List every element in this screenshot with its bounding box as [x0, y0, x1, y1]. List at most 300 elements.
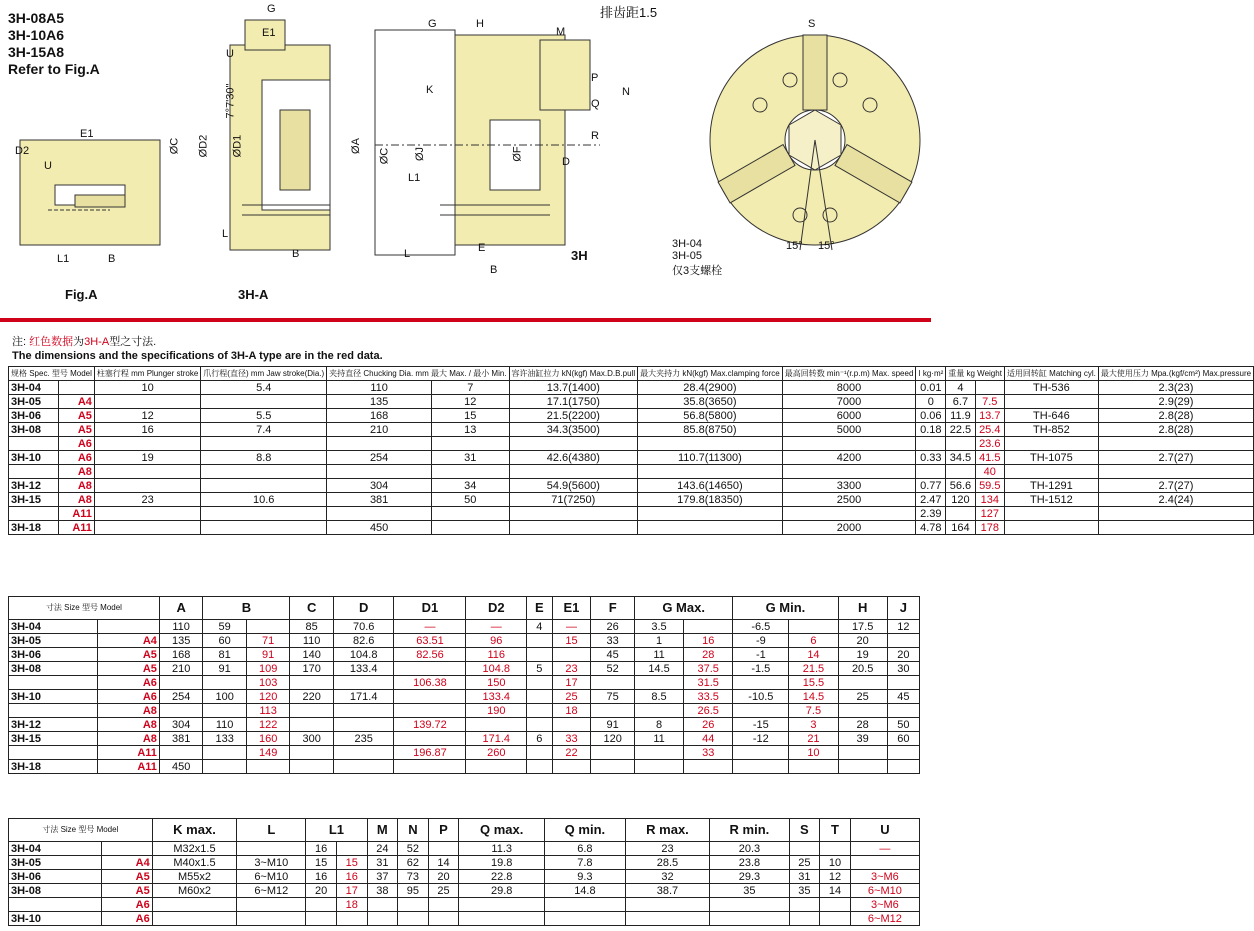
table-cell	[333, 760, 394, 774]
table-cell: 14.8	[545, 884, 626, 898]
table-cell: 14	[820, 884, 851, 898]
table-cell: 6	[527, 732, 552, 746]
model-cell: 3H-06	[9, 648, 98, 662]
table-cell: 22.8	[459, 870, 545, 884]
model-cell: 3H-08	[9, 884, 102, 898]
table-cell: 110	[327, 381, 432, 395]
header-cell: 最高回转数 min⁻¹(r.p.m) Max. speed	[782, 367, 916, 381]
table-cell	[887, 746, 919, 760]
table-cell: 20	[306, 884, 337, 898]
table-cell: A6	[102, 912, 153, 926]
table-cell: 7000	[782, 395, 916, 409]
table-cell: 73	[398, 870, 429, 884]
table-cell	[394, 760, 466, 774]
header-cell: E1	[552, 597, 591, 620]
table-cell	[946, 465, 975, 479]
header-cell: 爪行程(直径) mm Jaw stroke(Dia.)	[201, 367, 327, 381]
model-cell: 3H-06	[9, 870, 102, 884]
model-list-item: Refer to Fig.A	[8, 61, 100, 77]
table-cell: 10.6	[201, 493, 327, 507]
header-cell: 最大使用压力 Mpa.(kgf/cm²) Max.pressure	[1098, 367, 1253, 381]
front-view-drawing	[710, 35, 920, 250]
suffix-cell: A8	[59, 479, 94, 493]
table-cell	[94, 479, 200, 493]
table-cell: A6	[102, 898, 153, 912]
table-row	[9, 521, 1254, 535]
table-cell: A11	[97, 760, 159, 774]
table-cell: 31	[432, 451, 509, 465]
table-cell: 24	[367, 842, 398, 856]
table-cell	[201, 479, 327, 493]
table-cell: 150	[466, 676, 527, 690]
table-row	[9, 870, 920, 884]
suffix-cell: A5	[59, 409, 94, 423]
table-row	[9, 690, 920, 704]
table-cell	[327, 507, 432, 521]
header-cell: F	[591, 597, 635, 620]
table-cell: 20.3	[710, 842, 789, 856]
table-cell: 100	[203, 690, 247, 704]
table-cell	[290, 718, 334, 732]
table-cell: 23	[94, 493, 200, 507]
table-cell: 25	[428, 884, 459, 898]
pitch-note: 排齿距1.5	[600, 5, 658, 20]
table-cell: 381	[327, 493, 432, 507]
table-cell: 44	[684, 732, 733, 746]
table-row	[9, 856, 920, 870]
dim-label: Q	[591, 98, 600, 110]
table-cell: 12	[887, 620, 919, 634]
table-cell	[1098, 507, 1253, 521]
model-cell: 3H-10	[9, 451, 59, 465]
table-cell: 26	[684, 718, 733, 732]
table-cell: —	[552, 620, 591, 634]
model-cell: 3H-08	[9, 662, 98, 676]
note-part: 为	[73, 336, 85, 348]
model-cell: 3H-10	[9, 690, 98, 704]
dim-label: ØA	[349, 138, 362, 154]
table-cell: 139.72	[394, 718, 466, 732]
table-row	[9, 746, 920, 760]
table-cell	[552, 648, 591, 662]
table-cell: M40x1.5	[152, 856, 237, 870]
table-cell	[789, 620, 838, 634]
suffix-cell: A6	[59, 451, 94, 465]
table-cell: TH-852	[1004, 423, 1098, 437]
table-cell	[432, 521, 509, 535]
dim-label: H	[476, 18, 484, 30]
table-cell: A5	[97, 662, 159, 676]
table-cell: 34.5	[946, 451, 975, 465]
table-cell	[459, 898, 545, 912]
table-cell	[527, 648, 552, 662]
table-cell	[333, 704, 394, 718]
table-cell	[838, 760, 887, 774]
note-english	[12, 350, 383, 362]
table-cell: 3.5	[634, 620, 683, 634]
3h-a-label: 3H-A	[238, 287, 269, 302]
front-models	[672, 238, 722, 278]
table-cell: 6~M10	[237, 870, 306, 884]
model-cell	[9, 898, 102, 912]
header-cell: 重量 kg Weight	[946, 367, 1005, 381]
table-cell: A4	[97, 634, 159, 648]
table-cell: 168	[327, 409, 432, 423]
table-cell	[367, 898, 398, 912]
header-cell: C	[290, 597, 334, 620]
table-cell: 0.33	[916, 451, 946, 465]
dim-label: D	[562, 156, 570, 168]
dim-label: E1	[262, 27, 276, 39]
table-cell: 96	[466, 634, 527, 648]
table-cell: 25	[789, 856, 820, 870]
model-cell: 3H-04	[9, 381, 59, 395]
table-cell	[246, 760, 290, 774]
table-row	[9, 395, 1254, 409]
table-cell: 171.4	[333, 690, 394, 704]
note-part: 型之寸法.	[109, 336, 157, 348]
table-cell: 17	[552, 676, 591, 690]
table-cell: 134	[975, 493, 1004, 507]
table-cell	[459, 912, 545, 926]
table-cell: 3~M6	[850, 870, 919, 884]
table-cell	[527, 718, 552, 732]
table-cell: A8	[97, 704, 159, 718]
table-cell	[684, 620, 733, 634]
suffix-cell: A8	[59, 465, 94, 479]
table-cell: 0.01	[916, 381, 946, 395]
table-cell	[237, 898, 306, 912]
note-part: 3H-A	[230, 350, 257, 362]
table-cell: 23	[552, 662, 591, 676]
header-cell: I kg·m²	[916, 367, 946, 381]
dimension-table-2	[8, 818, 920, 926]
table-cell: 17	[336, 884, 367, 898]
table-cell: 16	[94, 423, 200, 437]
header-cell: 最大夹持力 kN(kgf) Max.clamping force	[638, 367, 783, 381]
table-row	[9, 437, 1254, 451]
table-cell: 71(7250)	[509, 493, 638, 507]
table-cell	[102, 842, 153, 856]
table-cell	[820, 912, 851, 926]
table-cell	[1004, 465, 1098, 479]
table-cell: 31	[367, 856, 398, 870]
header-cell: G Min.	[733, 597, 838, 620]
table-cell: 4200	[782, 451, 916, 465]
table-row	[9, 884, 920, 898]
table-cell: 178	[975, 521, 1004, 535]
table-cell: 7.5	[975, 395, 1004, 409]
table-cell: -1.5	[733, 662, 789, 676]
table-cell	[591, 746, 635, 760]
table-cell: 35	[789, 884, 820, 898]
table-cell	[1004, 437, 1098, 451]
table-cell: TH-646	[1004, 409, 1098, 423]
table-cell	[203, 704, 247, 718]
table-cell: 1	[634, 634, 683, 648]
table-cell: 196.87	[394, 746, 466, 760]
table-row	[9, 507, 1254, 521]
table-cell	[432, 437, 509, 451]
table-cell: 29.8	[459, 884, 545, 898]
table-cell	[203, 760, 247, 774]
table-cell	[887, 676, 919, 690]
table-cell: 127	[975, 507, 1004, 521]
header-cell: K max.	[152, 819, 237, 842]
table-cell	[638, 521, 783, 535]
note-part: The dimensions and the specifications of	[12, 350, 231, 362]
table-cell: —	[850, 842, 919, 856]
table-cell: 30	[887, 662, 919, 676]
table-cell: 135	[327, 395, 432, 409]
model-cell: 3H-15	[9, 732, 98, 746]
table-cell	[975, 381, 1004, 395]
note-part: .	[379, 350, 383, 362]
table-cell: 28	[684, 648, 733, 662]
table-cell: 10	[789, 746, 838, 760]
table-cell: 16	[306, 870, 337, 884]
table-row	[9, 479, 1254, 493]
table-cell: 56.6	[946, 479, 975, 493]
table-cell: 3~M6	[850, 898, 919, 912]
table-cell	[527, 746, 552, 760]
dim-label: R	[591, 130, 599, 142]
front-model-item: 3H-04	[672, 238, 702, 250]
dim-label: E1	[80, 128, 94, 140]
table-cell	[432, 465, 509, 479]
fig-a-label: Fig.A	[65, 287, 98, 302]
table-cell: 19	[838, 648, 887, 662]
model-cell: 3H-12	[9, 718, 98, 732]
dim-label: K	[426, 84, 434, 96]
model-cell: 3H-05	[9, 395, 59, 409]
model-cell	[9, 507, 59, 521]
header-cell: Q max.	[459, 819, 545, 842]
table-cell: 2500	[782, 493, 916, 507]
table-cell: 71	[246, 634, 290, 648]
table-cell: 23.8	[710, 856, 789, 870]
table-cell	[916, 465, 946, 479]
table-cell: 60	[203, 634, 247, 648]
table-cell	[789, 760, 838, 774]
table-cell: 15	[336, 856, 367, 870]
table-cell: 164	[946, 521, 975, 535]
table-cell: 25	[838, 690, 887, 704]
table-cell: 33	[591, 634, 635, 648]
table-cell: 304	[327, 479, 432, 493]
table-cell: TH-536	[1004, 381, 1098, 395]
table-row	[9, 648, 920, 662]
dim-label: 7°7'30"	[224, 83, 237, 119]
table-cell: 21	[789, 732, 838, 746]
table-cell: 18	[336, 898, 367, 912]
table-cell: -15	[733, 718, 789, 732]
table-cell: 16	[306, 842, 337, 856]
table-cell: 120	[946, 493, 975, 507]
table-cell	[625, 898, 710, 912]
model-cell: 3H-18	[9, 760, 98, 774]
table-cell	[466, 760, 527, 774]
table-row	[9, 465, 1254, 479]
table-cell: 20	[428, 870, 459, 884]
table-cell	[94, 521, 200, 535]
table-cell: 12	[94, 409, 200, 423]
table-cell: 38	[367, 884, 398, 898]
table-cell	[201, 395, 327, 409]
model-cell	[9, 437, 59, 451]
table-cell: 11.3	[459, 842, 545, 856]
table-cell: 2.39	[916, 507, 946, 521]
table-cell: 190	[466, 704, 527, 718]
table-cell: 50	[432, 493, 509, 507]
table-cell	[552, 718, 591, 732]
table-cell: 210	[327, 423, 432, 437]
table-row	[9, 842, 920, 856]
header-cell: 夹持直径 Chucking Dia. mm 最大 Max. / 最小 Min.	[327, 367, 509, 381]
table-cell: 25.4	[975, 423, 1004, 437]
table-cell: 14	[789, 648, 838, 662]
table-cell	[290, 704, 334, 718]
dim-label: E	[478, 242, 486, 254]
table-cell	[159, 676, 203, 690]
table-cell	[634, 676, 683, 690]
table-cell	[789, 912, 820, 926]
table-cell: 95	[398, 884, 429, 898]
table-cell	[333, 718, 394, 732]
table-cell: TH-1512	[1004, 493, 1098, 507]
suffix-cell: A5	[59, 423, 94, 437]
model-cell: 3H-15	[9, 493, 59, 507]
table-cell	[398, 898, 429, 912]
table-cell: 143.6(14650)	[638, 479, 783, 493]
table-cell: 39	[838, 732, 887, 746]
table-cell: 16	[336, 870, 367, 884]
table-cell: M60x2	[152, 884, 237, 898]
header-cell: S	[789, 819, 820, 842]
table-cell: 133.4	[333, 662, 394, 676]
table-cell: 6000	[782, 409, 916, 423]
table-cell: 4	[946, 381, 975, 395]
table-row	[9, 662, 920, 676]
table-cell: 113	[246, 704, 290, 718]
table-cell	[94, 465, 200, 479]
table-cell	[159, 704, 203, 718]
table-row	[9, 732, 920, 746]
table-cell	[203, 676, 247, 690]
table-cell: 2.9(29)	[1098, 395, 1253, 409]
table-cell	[306, 912, 337, 926]
table-cell	[159, 746, 203, 760]
table-cell: 91	[246, 648, 290, 662]
table-cell: 13	[432, 423, 509, 437]
table-cell	[591, 704, 635, 718]
table-cell	[1098, 437, 1253, 451]
table-cell: 300	[290, 732, 334, 746]
dim-label: L	[404, 248, 411, 260]
dim-label: P	[591, 72, 599, 84]
table-cell: 31	[789, 870, 820, 884]
header-cell: A	[159, 597, 203, 620]
table-cell	[782, 437, 916, 451]
table-cell: A5	[102, 884, 153, 898]
table-cell	[509, 521, 638, 535]
header-cell: L1	[306, 819, 367, 842]
table-cell: 120	[591, 732, 635, 746]
table-cell: 171.4	[466, 732, 527, 746]
table-cell: 20.5	[838, 662, 887, 676]
table-cell: 12	[432, 395, 509, 409]
table-cell: 20	[887, 648, 919, 662]
table-cell: 160	[246, 732, 290, 746]
table-cell: 0.06	[916, 409, 946, 423]
model-list-item: 3H-15A8	[8, 44, 65, 60]
table-cell: 91	[203, 662, 247, 676]
dim-label: 15°	[786, 240, 803, 252]
table-cell	[782, 507, 916, 521]
table-cell: 13.7(1400)	[509, 381, 638, 395]
table-cell: 85	[290, 620, 334, 634]
table-row	[9, 381, 1254, 395]
note-part: 红色数据	[29, 336, 74, 348]
spec-table	[8, 366, 1254, 535]
header-cell: D	[333, 597, 394, 620]
table-cell: 82.56	[394, 648, 466, 662]
header-cell: R min.	[710, 819, 789, 842]
table-cell: 2.8(28)	[1098, 423, 1253, 437]
table-cell: 28.5	[625, 856, 710, 870]
table-cell: A6	[97, 676, 159, 690]
table-cell: 38.7	[625, 884, 710, 898]
table-cell	[290, 676, 334, 690]
table-cell: 29.3	[710, 870, 789, 884]
table-row	[9, 620, 920, 634]
table-cell: 10	[820, 856, 851, 870]
table-cell	[398, 912, 429, 926]
table-cell: 2.8(28)	[1098, 409, 1253, 423]
table-cell: 9.3	[545, 870, 626, 884]
dim-label: B	[490, 264, 498, 276]
table-cell	[634, 704, 683, 718]
dim-label: G	[267, 3, 276, 15]
table-cell	[527, 704, 552, 718]
dim-label: ØC	[378, 147, 391, 165]
table-cell: 42.6(4380)	[509, 451, 638, 465]
table-row	[9, 676, 920, 690]
table-cell: TH-1075	[1004, 451, 1098, 465]
table-cell	[201, 465, 327, 479]
table-cell: 5	[527, 662, 552, 676]
dimension-table-1	[8, 596, 920, 774]
note-part: type are in the	[256, 350, 337, 362]
table-cell: 19	[94, 451, 200, 465]
table-cell	[789, 842, 820, 856]
table-cell: 37.5	[684, 662, 733, 676]
table-cell: 23	[625, 842, 710, 856]
header-cell: P	[428, 819, 459, 842]
dim-label: ØD1	[231, 134, 244, 158]
table-cell: A5	[102, 870, 153, 884]
table-cell	[733, 704, 789, 718]
table-cell: 6~M12	[237, 884, 306, 898]
dim-label: ØD2	[197, 134, 210, 158]
table-cell	[838, 746, 887, 760]
table-cell	[333, 746, 394, 760]
note-part: red data	[336, 350, 380, 362]
table-cell	[152, 898, 237, 912]
table-cell: 22.5	[946, 423, 975, 437]
model-cell	[9, 746, 98, 760]
table-cell	[509, 507, 638, 521]
